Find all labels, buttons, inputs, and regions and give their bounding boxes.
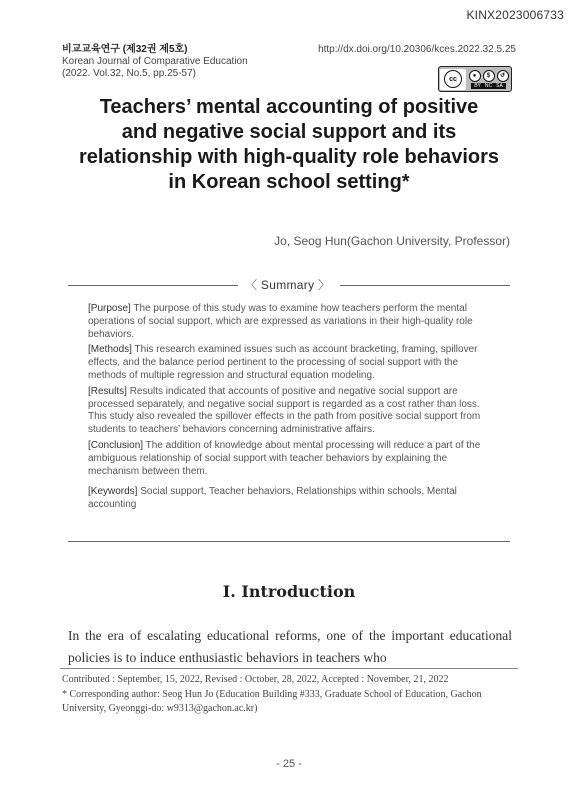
abstract-keywords <box>88 486 488 512</box>
methods-text: This research examined issues such as account bracketing, framing, spillover effects, and the balance period pertinent to the processing of social support with the methods of multiple regression and structural equation modeling. <box>88 344 478 381</box>
journal-english-name: Korean Journal of Comparative Education <box>62 56 248 67</box>
title-line: and negative social support and its <box>121 121 457 143</box>
purpose-tag: [Purpose] <box>88 303 131 314</box>
footnote-corresponding-author: * Corresponding author: Seog Hun Jo (Education Building #333, Graduate School of Education, Gachon University, Gyeonggi-do: w9313@gachon.ac.kr) <box>62 688 482 714</box>
sharealike-icon: ↺ <box>497 70 509 82</box>
purpose-text: The purpose of this study was to examine how teachers perform the mental operations of social support, which are expressed as variations in their high-quality role behaviors. <box>88 303 473 340</box>
noncommercial-icon: $ <box>483 70 495 82</box>
conclusion-tag: [Conclusion] <box>88 439 144 451</box>
attribution-icon: ● <box>469 70 481 82</box>
author-line: Jo, Seog Hun(Gachon University, Professor) <box>274 234 510 248</box>
title-line: in Korean school setting* <box>168 171 410 193</box>
document-id: KINX2023006733 <box>466 8 564 22</box>
section-heading: Ⅰ. Introduction <box>222 582 356 601</box>
results-tag: [Results] <box>88 385 127 397</box>
conclusion-text: The addition of knowledge about mental processing will reduce a part of the ambiguous relationship of social support with teacher behaviors by explaining the mechanism between them. <box>88 439 481 477</box>
cc-text: cc <box>444 70 462 88</box>
keywords-text: Social support, Teacher behaviors, Relationships within schools, Mental accounting <box>88 486 457 511</box>
cc-labels <box>471 83 506 89</box>
abstract-methods <box>88 344 488 382</box>
title-line: Teachers’ mental accounting of positive <box>99 96 479 118</box>
cc-condition-icons <box>466 70 511 89</box>
cc-license-badge[interactable] <box>438 66 512 92</box>
doi-link[interactable]: http://dx.doi.org/10.20306/kces.2022.32.5.25 <box>318 44 516 55</box>
title-line: relationship with high-quality role behaviors <box>78 146 500 168</box>
footnotes <box>62 673 522 717</box>
summary-rule-left <box>68 285 238 286</box>
journal-header <box>62 44 248 80</box>
cc-label-by: BY <box>474 82 481 89</box>
abstract-conclusion <box>88 440 488 478</box>
summary-bottom-rule <box>68 541 510 542</box>
page-number: - 25 - <box>276 758 302 770</box>
cc-label-nc: NC <box>484 82 493 89</box>
keywords-tag: [Keywords] <box>88 486 138 498</box>
footnote-dates: Contributed : September, 15, 2022, Revised : October, 28, 2022, Accepted : November, 21, 2022 <box>62 674 449 685</box>
results-text: Results indicated that accounts of positive and negative social support are processed separately, and negative social support is regarded as a cost rather than loss. This study also revealed the spillover effects in the path from positive social support from students to teachers’ behaviors concerning administrative affairs. <box>88 385 481 436</box>
abstract-results <box>88 386 488 437</box>
journal-citation: (2022. Vol.32, No.5, pp.25-57) <box>62 68 196 79</box>
methods-tag: [Methods] <box>88 344 132 356</box>
body-paragraph: In the era of escalating educational reforms, one of the important educational policies is to induce enthusiastic behaviors in teachers who <box>68 628 512 665</box>
footnote-rule <box>60 668 518 669</box>
summary-rule-right <box>340 285 510 286</box>
paper-title <box>40 95 538 195</box>
abstract-purpose <box>88 303 488 341</box>
abstract <box>88 303 488 515</box>
journal-korean-name: 비교교육연구 (제32권 제5호) <box>62 44 188 55</box>
cc-label-sa: SA <box>496 82 503 89</box>
cc-logo-icon <box>440 69 466 90</box>
summary-label: 〈 Summary 〉 <box>245 278 331 292</box>
